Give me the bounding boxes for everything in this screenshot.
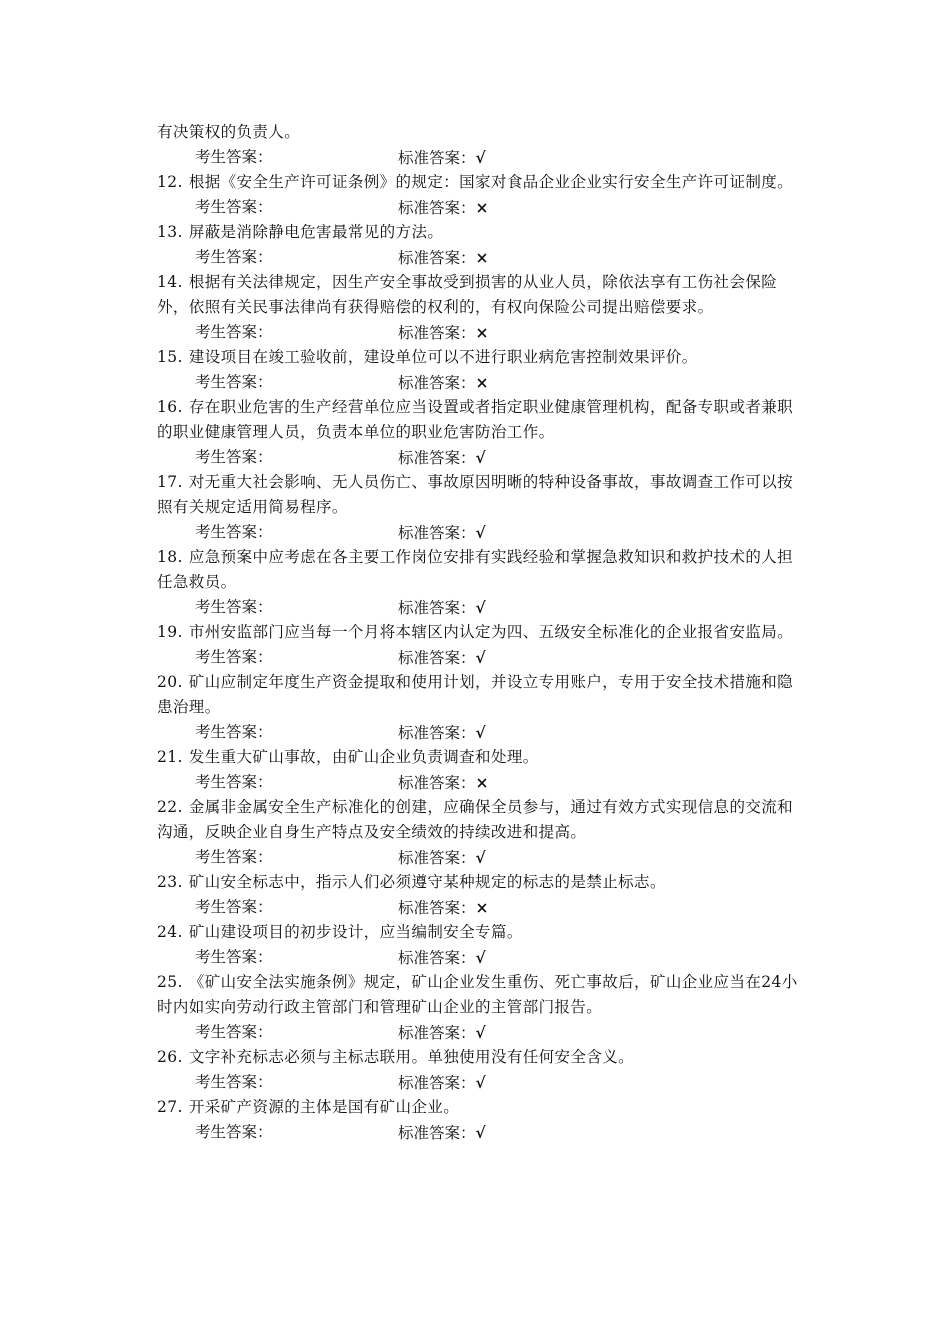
- standard-answer: [398, 320, 489, 346]
- question-item: [157, 270, 807, 320]
- answer-row: [157, 945, 807, 970]
- question-text: 矿山建设项目的初步设计，应当编制安全专篇。: [188, 923, 523, 941]
- answer-row: [157, 770, 807, 795]
- standard-answer-label: 标准答案：: [398, 899, 476, 917]
- answer-row: [157, 1120, 807, 1145]
- student-answer-label: 考生答案：: [195, 648, 273, 666]
- standard-answer: [398, 945, 486, 971]
- standard-answer: [398, 445, 486, 471]
- question-item: [157, 870, 807, 895]
- standard-answer: [398, 720, 486, 746]
- answer-mark: √: [475, 148, 486, 167]
- standard-answer-label: 标准答案：: [398, 949, 476, 967]
- student-answer-label: 考生答案：: [195, 898, 273, 916]
- question-text: 根据有关法律规定，因生产安全事故受到损害的从业人员，除依法享有工伤社会保险外，依照有关民事法律尚有获得赔偿的权利的，有权向保险公司提出赔偿要求。: [157, 273, 778, 316]
- answer-mark: √: [475, 948, 486, 967]
- question-number: 27.: [157, 1098, 183, 1116]
- student-answer-label: 考生答案：: [195, 1123, 273, 1141]
- answer-row: [157, 145, 807, 170]
- standard-answer-label: 标准答案：: [398, 1024, 476, 1042]
- question-number: 17.: [157, 473, 183, 491]
- student-answer-label: 考生答案：: [195, 448, 273, 466]
- question-text: 矿山安全标志中，指示人们必须遵守某种规定的标志的是禁止标志。: [188, 873, 666, 891]
- answer-mark: √: [475, 723, 486, 742]
- standard-answer-label: 标准答案：: [398, 599, 476, 617]
- question-text: 发生重大矿山事故，由矿山企业负责调查和处理。: [188, 748, 539, 766]
- standard-answer: [398, 1120, 486, 1146]
- standard-answer-label: 标准答案：: [398, 849, 476, 867]
- question-number: 12.: [157, 173, 183, 191]
- standard-answer-label: 标准答案：: [398, 374, 476, 392]
- answer-row: [157, 445, 807, 470]
- answer-mark: ×: [475, 373, 489, 392]
- student-answer-label: 考生答案：: [195, 773, 273, 791]
- answer-mark: ×: [475, 248, 489, 267]
- answer-row: [157, 1020, 807, 1045]
- question-number: 16.: [157, 398, 183, 416]
- standard-answer-label: 标准答案：: [398, 1124, 476, 1142]
- student-answer-label: 考生答案：: [195, 198, 273, 216]
- question-item: [157, 1095, 807, 1120]
- student-answer-label: 考生答案：: [195, 848, 273, 866]
- continuation-text: 有决策权的负责人。: [157, 123, 301, 141]
- standard-answer: [398, 145, 486, 171]
- answer-row: [157, 895, 807, 920]
- question-number: 20.: [157, 673, 183, 691]
- question-number: 26.: [157, 1048, 183, 1066]
- answer-row: [157, 645, 807, 670]
- answer-mark: ×: [475, 198, 489, 217]
- question-number: 24.: [157, 923, 183, 941]
- question-number: 21.: [157, 748, 183, 766]
- question-text: 《矿山安全法实施条例》规定，矿山企业发生重伤、死亡事故后，矿山企业应当在24小时内如实向劳动行政主管部门和管理矿山企业的主管部门报告。: [157, 973, 798, 1016]
- standard-answer: [398, 520, 486, 546]
- question-item: [157, 345, 807, 370]
- answer-mark: √: [475, 648, 486, 667]
- answer-row: [157, 245, 807, 270]
- question-item: [157, 620, 807, 645]
- answer-mark: √: [475, 1123, 486, 1142]
- answer-mark: √: [475, 848, 486, 867]
- standard-answer: [398, 645, 486, 671]
- question-number: 25.: [157, 973, 183, 991]
- question-number: 19.: [157, 623, 183, 641]
- question-number: 23.: [157, 873, 183, 891]
- standard-answer-label: 标准答案：: [398, 249, 476, 267]
- answer-row: [157, 195, 807, 220]
- document-body: [157, 120, 807, 1145]
- standard-answer: [398, 195, 489, 221]
- student-answer-label: 考生答案：: [195, 148, 273, 166]
- student-answer-label: 考生答案：: [195, 523, 273, 541]
- question-item: [157, 470, 807, 520]
- question-text: 根据《安全生产许可证条例》的规定：国家对食品企业企业实行安全生产许可证制度。: [188, 173, 794, 191]
- student-answer-label: 考生答案：: [195, 1023, 273, 1041]
- standard-answer-label: 标准答案：: [398, 449, 476, 467]
- standard-answer: [398, 595, 486, 621]
- student-answer-label: 考生答案：: [195, 373, 273, 391]
- student-answer-label: 考生答案：: [195, 323, 273, 341]
- answer-mark: ×: [475, 773, 489, 792]
- question-number: 18.: [157, 548, 183, 566]
- answer-mark: √: [475, 598, 486, 617]
- standard-answer-label: 标准答案：: [398, 724, 476, 742]
- question-text: 对无重大社会影响、无人员伤亡、事故原因明晰的特种设备事故，事故调查工作可以按照有关规定适用简易程序。: [157, 473, 794, 516]
- question-item: [157, 670, 807, 720]
- question-item: [157, 220, 807, 245]
- standard-answer: [398, 245, 489, 271]
- standard-answer-label: 标准答案：: [398, 649, 476, 667]
- question-text: 应急预案中应考虑在各主要工作岗位安排有实践经验和掌握急救知识和救护技术的人担任急救员。: [157, 548, 794, 591]
- answer-mark: √: [475, 448, 486, 467]
- question-item: [157, 795, 807, 845]
- standard-answer: [398, 1070, 486, 1096]
- question-item: [157, 1045, 807, 1070]
- answer-mark: √: [475, 1073, 486, 1092]
- standard-answer-label: 标准答案：: [398, 1074, 476, 1092]
- standard-answer: [398, 370, 489, 396]
- standard-answer-label: 标准答案：: [398, 149, 476, 167]
- answer-mark: √: [475, 523, 486, 542]
- standard-answer: [398, 895, 489, 921]
- standard-answer: [398, 1020, 486, 1046]
- standard-answer-label: 标准答案：: [398, 324, 476, 342]
- answer-row: [157, 1070, 807, 1095]
- question-item: [157, 745, 807, 770]
- standard-answer-label: 标准答案：: [398, 199, 476, 217]
- answer-row: [157, 845, 807, 870]
- student-answer-label: 考生答案：: [195, 1073, 273, 1091]
- question-number: 13.: [157, 223, 183, 241]
- question-number: 22.: [157, 798, 183, 816]
- answer-row: [157, 320, 807, 345]
- question-list: [157, 170, 807, 1145]
- question-item: [157, 545, 807, 595]
- question-text: 市州安监部门应当每一个月将本辖区内认定为四、五级安全标准化的企业报省安监局。: [188, 623, 794, 641]
- standard-answer: [398, 770, 489, 796]
- standard-answer-label: 标准答案：: [398, 774, 476, 792]
- question-text: 文字补充标志必须与主标志联用。单独使用没有任何安全含义。: [188, 1048, 635, 1066]
- answer-row: [157, 720, 807, 745]
- question-number: 14.: [157, 273, 183, 291]
- question-text: 屏蔽是消除静电危害最常见的方法。: [188, 223, 444, 241]
- student-answer-label: 考生答案：: [195, 598, 273, 616]
- standard-answer: [398, 845, 486, 871]
- answer-row: [157, 370, 807, 395]
- question-number: 15.: [157, 348, 183, 366]
- answer-mark: ×: [475, 323, 489, 342]
- question-text: 建设项目在竣工验收前，建设单位可以不进行职业病危害控制效果评价。: [188, 348, 698, 366]
- question-text: 矿山应制定年度生产资金提取和使用计划，并设立专用账户，专用于安全技术措施和隐患治理。: [157, 673, 794, 716]
- question-item: [157, 970, 807, 1020]
- answer-row: [157, 520, 807, 545]
- student-answer-label: 考生答案：: [195, 723, 273, 741]
- question-text: 金属非金属安全生产标准化的创建，应确保全员参与，通过有效方式实现信息的交流和沟通，反映企业自身生产特点及安全绩效的持续改进和提高。: [157, 798, 794, 841]
- question-text: 开采矿产资源的主体是国有矿山企业。: [188, 1098, 460, 1116]
- student-answer-label: 考生答案：: [195, 248, 273, 266]
- question-item: [157, 395, 807, 445]
- question-item: [157, 920, 807, 945]
- student-answer-label: 考生答案：: [195, 948, 273, 966]
- answer-row: [157, 595, 807, 620]
- question-item: [157, 170, 807, 195]
- answer-mark: √: [475, 1023, 486, 1042]
- question-text: 存在职业危害的生产经营单位应当设置或者指定职业健康管理机构，配备专职或者兼职的职业健康管理人员，负责本单位的职业危害防治工作。: [157, 398, 794, 441]
- answer-mark: ×: [475, 898, 489, 917]
- standard-answer-label: 标准答案：: [398, 524, 476, 542]
